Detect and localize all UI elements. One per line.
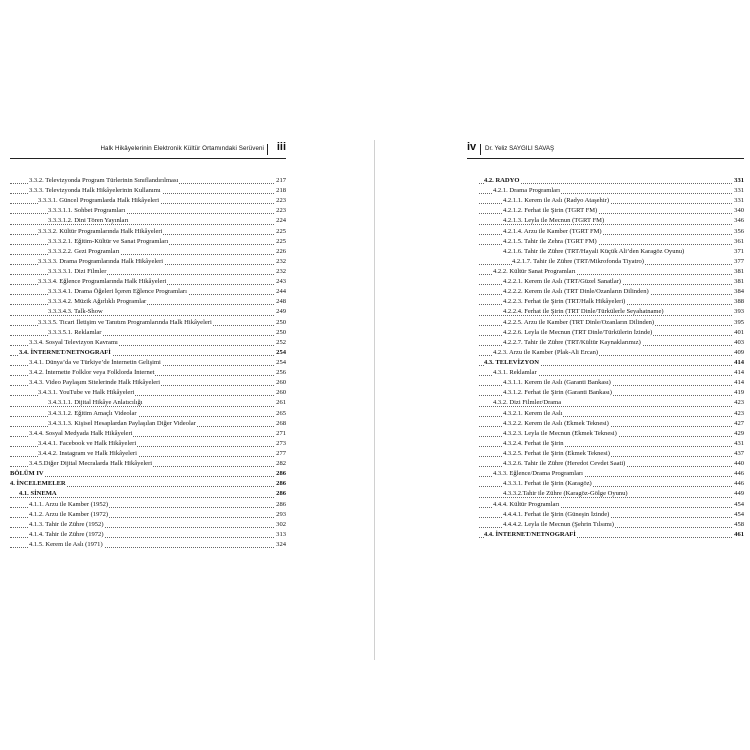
toc-entry-title: 3.4. İNTERNET/NETNOGRAFİ — [19, 348, 111, 356]
toc-entry — [10, 206, 286, 216]
dot-leader — [10, 476, 286, 477]
toc-entry-title: 4.2.1.1. Kerem ile Aslı (Radyo Ataşehir) — [503, 197, 610, 205]
toc-entry — [479, 398, 744, 408]
toc-entry — [10, 328, 286, 338]
toc-entry — [479, 257, 744, 267]
toc-entry-page: 446 — [734, 470, 744, 478]
toc-entry-page: 395 — [734, 318, 744, 326]
toc-entry-page: 423 — [734, 399, 744, 407]
toc-entry-title: 4.3.2.6. Tahir ile Zühre (Heredot Cevdet Saati) — [503, 460, 626, 468]
right-header-title: Dr. Yeliz SAYGILI SAVAŞ — [485, 145, 555, 152]
toc-entry-title: 3.4.4. Sosyal Medyada Halk Hikâyeleri — [29, 429, 133, 437]
toc-entry-page: 429 — [734, 429, 744, 437]
toc-entry-page: 377 — [734, 257, 744, 265]
toc-entry-page: 223 — [276, 197, 286, 205]
left-page-header — [10, 142, 286, 159]
toc-entry — [479, 247, 744, 257]
toc-entry-title: 4.2.1.4. Arzu ile Kamber (TGRT FM) — [503, 227, 602, 235]
toc-entry-page: 260 — [276, 379, 286, 387]
toc-entry — [10, 469, 286, 479]
toc-entry — [10, 459, 286, 469]
toc-entry-page: 225 — [276, 237, 286, 245]
toc-entry-title: 3.3.3.5. Ticari İletişim ve Tanıtım Programlarında Halk Hikâyeleri — [38, 318, 212, 326]
toc-entry-title: 3.3.3.4.2. Müzik Ağırlıklı Programlar — [48, 298, 147, 306]
toc-entry-page: 423 — [734, 409, 744, 417]
toc-entry-title: 4.2.2.3. Ferhat ile Şirin (TRT/Halk Hikâyeleri) — [503, 298, 626, 306]
toc-entry-page: 458 — [734, 520, 744, 528]
toc-entry-page: 254 — [276, 348, 286, 356]
toc-entry-page: 252 — [276, 338, 286, 346]
header-divider — [267, 144, 268, 155]
toc-entry-page: 273 — [276, 439, 286, 447]
toc-entry — [10, 510, 286, 520]
toc-entry-page: 381 — [734, 268, 744, 275]
toc-entry-title: 3.3.3.4.1. Drama Öğeleri İçeren Eğlence Programları — [48, 288, 187, 296]
left-toc-list — [10, 176, 286, 550]
toc-entry — [479, 469, 744, 479]
toc-entry — [479, 206, 744, 216]
toc-entry-title: 4.3.3.2.Tahir ile Zühre (Karagöz-Gölge Oyunu) — [503, 490, 628, 498]
toc-entry-title: 3.4.4.2. Instagram ve Halk Hikâyeleri — [38, 449, 137, 457]
toc-entry — [10, 388, 286, 398]
toc-entry-page: 346 — [734, 217, 744, 225]
toc-entry-page: 401 — [734, 328, 744, 336]
toc-entry-title: 3.4.3.1.3. Kişisel Hesaplardan Paylaşılan Diğer Videolar — [48, 419, 196, 427]
toc-entry-page: 293 — [276, 510, 286, 518]
toc-entry — [479, 196, 744, 206]
toc-entry-title: 3.3.4. Sosyal Televizyon Kavramı — [29, 338, 118, 346]
toc-entry-page: 313 — [276, 530, 286, 538]
toc-entry-title: 3.3.3.2.2. Gezi Programları — [48, 247, 120, 255]
toc-entry-title: 4.2.1.2. Ferhat ile Şirin (TGRT FM) — [503, 207, 598, 215]
toc-entry-title: 4.3.1.1. Kerem ile Aslı (Garanti Bankası) — [503, 379, 611, 387]
toc-entry-page: 331 — [734, 177, 744, 184]
book-spine — [374, 140, 375, 660]
toc-entry-title: 3.4.5.Diğer Dijital Mecralarda Halk Hikâyeleri — [29, 460, 153, 468]
toc-entry — [479, 378, 744, 388]
toc-entry-title: 4.2.3. Arzu ile Kamber (Plak-Ali Ercan) — [493, 348, 599, 356]
toc-entry-page: 265 — [276, 409, 286, 417]
toc-entry-title: 4.2.2.7. Tahir ile Zühre (TRT/Kültür Kaynaklarımız) — [503, 338, 641, 346]
toc-entry — [479, 277, 744, 287]
toc-entry-title: 4.4.4.2. Leyla ile Mecnun (Şehrin Tılsımı) — [503, 520, 614, 528]
toc-entry — [10, 227, 286, 237]
toc-entry-title: 4.2.2.2. Kerem ile Aslı (TRT Dinle/Ozanların Dilinden) — [503, 288, 649, 296]
toc-entry-title: 3.3.2. Televizyonda Program Türlerinin Sınıflandırılması — [29, 177, 179, 184]
toc-entry-page: 286 — [276, 470, 286, 478]
toc-entry — [10, 449, 286, 459]
toc-entry-title: 4.3.2.3. Leyla ile Mecnun (Ekmek Teknesi) — [503, 429, 617, 437]
toc-entry — [10, 429, 286, 439]
toc-entry — [10, 196, 286, 206]
toc-entry-page: 361 — [734, 237, 744, 245]
toc-entry — [479, 216, 744, 226]
toc-entry-page: 331 — [734, 187, 744, 195]
toc-entry-page: 340 — [734, 207, 744, 215]
toc-entry-title: 4.3.1. Reklamlar — [493, 369, 537, 377]
right-page-header — [467, 142, 744, 159]
toc-entry-page: 371 — [734, 247, 744, 255]
toc-entry-page: 393 — [734, 308, 744, 316]
toc-entry-page: 286 — [276, 480, 286, 488]
toc-entry — [479, 510, 744, 520]
toc-entry — [479, 328, 744, 338]
toc-entry-page: 250 — [276, 328, 286, 336]
toc-entry-page: 277 — [276, 449, 286, 457]
toc-entry-title: 3.4.3.1.2. Eğitim Amaçlı Videolar — [48, 409, 137, 417]
toc-entry-title: 4.3.2.2. Kerem ile Aslı (Ekmek Teknesi) — [503, 419, 609, 427]
toc-entry-page: 419 — [734, 389, 744, 397]
toc-entry-page: 454 — [734, 500, 744, 508]
toc-entry-page: 431 — [734, 439, 744, 447]
toc-entry-page: 218 — [276, 187, 286, 195]
toc-entry-page: 409 — [734, 348, 744, 356]
toc-entry-page: 381 — [734, 278, 744, 286]
toc-entry — [479, 227, 744, 237]
toc-entry-page: 388 — [734, 298, 744, 306]
toc-entry — [479, 287, 744, 297]
toc-entry-page: 286 — [276, 490, 286, 498]
toc-entry — [10, 307, 286, 317]
toc-entry — [10, 176, 286, 186]
toc-entry-page: 256 — [276, 369, 286, 377]
toc-entry-page: 254 — [276, 358, 286, 366]
toc-entry-title: 4.3. TELEVİZYON — [484, 358, 539, 366]
toc-entry-page: 440 — [734, 460, 744, 468]
toc-entry-page: 414 — [734, 358, 744, 366]
toc-entry — [10, 318, 286, 328]
toc-entry-title: 3.3.3.4. Eğlence Programlarında Halk Hikâyeleri — [38, 278, 167, 286]
toc-entry-title: 4.2.1.6. Tahir ile Zühre (TRT/Hayali Küçük Ali’den Karagöz Oyunu) — [503, 247, 685, 255]
toc-entry — [10, 378, 286, 388]
toc-entry-page: 244 — [276, 288, 286, 296]
toc-entry-title: 3.4.1. Dünya’da ve Türkiye’de İnternetin Gelişimi — [29, 358, 161, 366]
toc-entry-title: 3.3.3.3.1. Dizi Filmler — [48, 267, 107, 275]
toc-entry — [10, 287, 286, 297]
toc-entry-page: 232 — [276, 257, 286, 265]
toc-entry — [10, 368, 286, 378]
toc-entry — [479, 429, 744, 439]
toc-entry-page: 356 — [734, 227, 744, 235]
toc-entry — [479, 267, 744, 277]
header-divider — [480, 144, 481, 155]
toc-entry-page: 223 — [276, 207, 286, 215]
toc-entry — [479, 449, 744, 459]
toc-entry-title: 4.3.3. Eğlence/Drama Programları — [493, 470, 583, 478]
toc-entry — [479, 388, 744, 398]
toc-entry — [479, 520, 744, 530]
toc-entry-title: 3.4.2. İnternette Folklor veya Folklorda İnternet — [29, 369, 155, 377]
toc-entry-title: 4.3.3.1. Ferhat ile Şirin (Karagöz) — [503, 480, 592, 488]
toc-entry-page: 427 — [734, 419, 744, 427]
toc-entry-page: 268 — [276, 419, 286, 427]
toc-entry-title: 3.3.3.5.1. Reklamlar — [48, 328, 102, 336]
left-header-title: Halk Hikâyelerinin Elektronik Kültür Ortamındaki Serüveni — [100, 145, 264, 152]
toc-entry — [479, 358, 744, 368]
right-page-number: iv — [467, 141, 477, 153]
toc-entry-title: 3.3.3.1. Güncel Programlarda Halk Hikâyeleri — [38, 197, 160, 205]
toc-entry — [479, 419, 744, 429]
toc-entry — [10, 419, 286, 429]
toc-entry — [479, 439, 744, 449]
toc-entry-title: 4.2.2. Kültür Sanat Programları — [493, 268, 576, 275]
toc-entry-title: 3.4.3.1.1. Dijital Hikâye Anlatıcılığı — [48, 399, 143, 407]
toc-entry-title: 4.4.4.1. Ferhat ile Şirin (Güneşin İzinde) — [503, 510, 610, 518]
toc-entry-page: 249 — [276, 308, 286, 316]
toc-entry-title: 3.4.4.1. Facebook ve Halk Hikâyeleri — [38, 439, 137, 447]
toc-entry — [10, 530, 286, 540]
toc-entry — [479, 307, 744, 317]
toc-entry-page: 243 — [276, 278, 286, 286]
toc-entry-page: 282 — [276, 460, 286, 468]
toc-entry — [479, 186, 744, 196]
toc-entry-page: 403 — [734, 338, 744, 346]
toc-entry-title: 4.2.1. Drama Programları — [493, 187, 561, 195]
toc-entry — [10, 297, 286, 307]
toc-entry-title: 4.1. SİNEMA — [19, 490, 57, 498]
toc-entry-title: 4.2.1.3. Leyla ile Mecnun (TGRT FM) — [503, 217, 605, 225]
toc-entry-title: 4.2. RADYO — [484, 177, 520, 184]
toc-entry-page: 226 — [276, 247, 286, 255]
toc-entry-page: 225 — [276, 227, 286, 235]
toc-entry — [479, 489, 744, 499]
toc-entry-page: 449 — [734, 490, 744, 498]
toc-entry-page: 271 — [276, 429, 286, 437]
toc-entry-page: 461 — [734, 530, 744, 538]
toc-entry — [479, 348, 744, 358]
toc-entry-page: 248 — [276, 298, 286, 306]
toc-entry — [479, 338, 744, 348]
toc-entry-page: 250 — [276, 318, 286, 326]
toc-entry — [479, 530, 744, 540]
toc-entry-title: 4.1.2. Arzu ile Kamber (1972) — [29, 510, 109, 518]
toc-entry — [10, 439, 286, 449]
toc-entry — [479, 368, 744, 378]
toc-entry-title: 4.2.2.1. Kerem ile Aslı (TRT/Güzel Sanatlar) — [503, 278, 621, 286]
toc-entry-title: 4.2.2.5. Arzu ile Kamber (TRT Dinle/Ozanların Dilinden) — [503, 318, 655, 326]
toc-entry-title: BÖLÜM IV — [10, 470, 44, 478]
toc-entry — [10, 520, 286, 530]
toc-entry — [10, 237, 286, 247]
toc-entry — [10, 409, 286, 419]
toc-entry-title: 4. İNCELEMELER — [10, 480, 66, 488]
right-page — [467, 142, 744, 540]
toc-entry-page: 260 — [276, 389, 286, 397]
toc-entry — [10, 348, 286, 358]
toc-entry-title: 4.2.2.6. Leyla ile Mecnun (TRT Dinle/Türkülerin İzinde) — [503, 328, 653, 336]
toc-entry — [479, 500, 744, 510]
toc-entry-page: 454 — [734, 510, 744, 518]
toc-entry — [10, 277, 286, 287]
toc-entry-page: 302 — [276, 520, 286, 528]
toc-entry-page: 324 — [276, 540, 286, 548]
toc-entry — [479, 176, 744, 186]
toc-entry-title: 3.3.3. Televizyonda Halk Hikâyelerinin Kullanımı — [29, 187, 161, 195]
toc-entry — [10, 247, 286, 257]
toc-entry-title: 4.3.2. Dizi Filmler/Drama — [493, 399, 562, 407]
toc-entry-title: 4.3.2.5. Ferhat ile Şirin (Ekmek Teknesi) — [503, 449, 610, 457]
toc-entry — [10, 186, 286, 196]
toc-entry — [479, 459, 744, 469]
toc-entry — [10, 267, 286, 277]
toc-entry — [10, 489, 286, 499]
toc-entry-page: 384 — [734, 288, 744, 296]
toc-entry-title: 3.3.3.2.1. Eğitim-Kültür ve Sanat Programları — [48, 237, 169, 245]
toc-entry-page: 437 — [734, 449, 744, 457]
toc-entry-page: 414 — [734, 369, 744, 377]
toc-entry-title: 3.3.3.2. Kültür Programlarında Halk Hikâyeleri — [38, 227, 163, 235]
toc-entry-page: 217 — [276, 177, 286, 184]
toc-entry-title: 4.2.1.7. Tahir ile Zühre (TRT/Mikrofonda Tiyatro) — [512, 257, 644, 265]
toc-entry-title: 4.2.2.4. Ferhat ile Şirin (TRT Dinle/Türkülerle Seyahatname) — [503, 308, 664, 316]
toc-entry — [479, 297, 744, 307]
toc-entry-title: 4.1.4. Tahir ile Zühre (1972) — [29, 530, 104, 538]
right-toc-list — [479, 176, 744, 540]
left-page-number: iii — [276, 141, 286, 153]
toc-entry-title: 4.4. İNTERNET/NETNOGRAFİ — [484, 530, 576, 538]
toc-entry-page: 232 — [276, 267, 286, 275]
toc-entry-title: 4.3.2.1. Kerem ile Aslı — [503, 409, 563, 417]
toc-entry-title: 4.1.1. Arzu ile Kamber (1952) — [29, 500, 109, 508]
toc-entry — [10, 257, 286, 267]
toc-entry — [10, 338, 286, 348]
toc-entry — [479, 318, 744, 328]
toc-entry-title: 3.3.3.3. Drama Programlarında Halk Hikâyeleri — [38, 257, 164, 265]
toc-entry-title: 3.4.3. Video Paylaşım Sitelerinde Halk Hikâyeleri — [29, 379, 161, 387]
toc-entry — [10, 479, 286, 489]
toc-entry-page: 261 — [276, 399, 286, 407]
toc-entry-title: 3.4.3.1. YouTube ve Halk Hikâyeleri — [38, 389, 135, 397]
toc-entry — [479, 237, 744, 247]
toc-entry — [10, 540, 286, 550]
left-page — [10, 142, 286, 550]
toc-entry — [10, 500, 286, 510]
toc-entry-title: 4.4.4. Kültür Programları — [493, 500, 560, 508]
toc-entry-title: 4.1.5. Kerem ile Aslı (1971) — [29, 540, 103, 548]
toc-entry — [10, 398, 286, 408]
toc-entry-page: 414 — [734, 379, 744, 387]
toc-entry-title: 4.2.1.5. Tahir ile Zehra (TGRT FM) — [503, 237, 597, 245]
toc-entry-title: 3.3.3.1.2. Dini Tören Yayınları — [48, 217, 129, 225]
toc-entry-title: 3.3.3.4.3. Talk-Show — [48, 308, 103, 316]
toc-entry — [10, 358, 286, 368]
toc-entry-title: 4.3.1.2. Ferhat ile Şirin (Garanti Bankası) — [503, 389, 612, 397]
toc-entry-page: 224 — [276, 217, 286, 225]
toc-entry-title: 4.1.3. Tahir ile Zühre (1952) — [29, 520, 104, 528]
toc-entry — [479, 479, 744, 489]
toc-entry-title: 4.3.2.4. Ferhat ile Şirin — [503, 439, 564, 447]
toc-entry-page: 446 — [734, 480, 744, 488]
toc-entry — [479, 409, 744, 419]
toc-entry-title: 3.3.3.1.1. Sohbet Programları — [48, 207, 126, 215]
toc-entry-page: 286 — [276, 500, 286, 508]
toc-entry-page: 331 — [734, 197, 744, 205]
toc-entry — [10, 216, 286, 226]
